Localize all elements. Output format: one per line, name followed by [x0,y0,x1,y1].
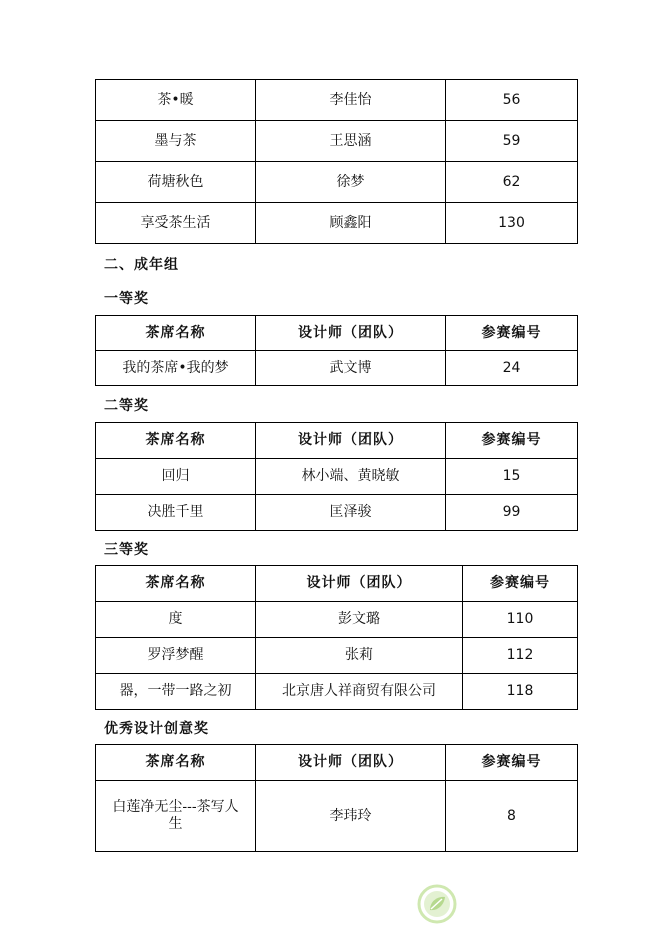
first-prize-table [95,315,578,386]
table-header-row [96,423,578,459]
designer-cell: 彭文璐 [256,602,463,638]
designer-cell: 徐梦 [256,162,446,203]
column-header: 参赛编号 [446,745,578,781]
entry-number-cell: 59 [446,121,578,162]
tea-name-cell: 茶•暖 [96,80,256,121]
entry-number-cell: 110 [463,602,578,638]
column-header: 茶席名称 [96,423,256,459]
entry-number-cell: 62 [446,162,578,203]
entry-number-cell: 24 [446,351,578,386]
designer-cell: 张莉 [256,638,463,674]
column-header: 设计师（团队） [256,566,463,602]
third-prize-heading: 三等奖 [104,542,149,558]
entry-number-cell: 8 [446,781,578,852]
entry-number-cell: 15 [446,459,578,495]
top-results-table [95,79,578,244]
tea-name-cell: 荷塘秋色 [96,162,256,203]
first-prize-heading: 一等奖 [104,291,149,307]
column-header: 茶席名称 [96,745,256,781]
table-row [96,638,578,674]
column-header: 茶席名称 [96,316,256,351]
tea-name-cell: 回归 [96,459,256,495]
column-header: 参赛编号 [446,423,578,459]
second-prize-heading: 二等奖 [104,398,149,414]
entry-number-cell: 56 [446,80,578,121]
designer-cell: 李佳怡 [256,80,446,121]
tea-name-cell: 我的茶席•我的梦 [96,351,256,386]
tea-name-cell: 决胜千里 [96,495,256,531]
designer-cell: 顾鑫阳 [256,203,446,244]
designer-cell: 武文博 [256,351,446,386]
table-row [96,674,578,710]
designer-cell: 北京唐人祥商贸有限公司 [256,674,463,710]
entry-number-cell: 130 [446,203,578,244]
column-header: 茶席名称 [96,566,256,602]
adult-group-heading: 二、成年组 [104,257,179,273]
table-row [96,602,578,638]
designer-cell: 王思涵 [256,121,446,162]
table-header-row [96,745,578,781]
table-row [96,162,578,203]
tea-name-cell: 度 [96,602,256,638]
column-header: 设计师（团队） [256,423,446,459]
tea-name-cell: 白莲净无尘---茶写人生 [96,781,256,852]
designer-cell: 李玮玲 [256,781,446,852]
table-row [96,459,578,495]
table-row [96,121,578,162]
entry-number-cell: 99 [446,495,578,531]
table-row [96,781,578,852]
designer-cell: 匡泽骏 [256,495,446,531]
third-prize-table [95,565,578,710]
table-row [96,495,578,531]
table-row [96,351,578,386]
tea-name-cell: 罗浮梦醒 [96,638,256,674]
table-header-row [96,566,578,602]
table-row [96,80,578,121]
creative-award-heading: 优秀设计创意奖 [104,721,209,737]
table-row [96,203,578,244]
creative-award-table [95,744,578,852]
entry-number-cell: 112 [463,638,578,674]
column-header: 设计师（团队） [256,745,446,781]
second-prize-table [95,422,578,531]
tea-name-cell: 享受茶生活 [96,203,256,244]
tea-name-cell: 墨与茶 [96,121,256,162]
column-header: 设计师（团队） [256,316,446,351]
column-header: 参赛编号 [446,316,578,351]
entry-number-cell: 118 [463,674,578,710]
designer-cell: 林小端、黄晓敏 [256,459,446,495]
table-header-row [96,316,578,351]
column-header: 参赛编号 [463,566,578,602]
leaf-logo-icon [417,884,457,924]
tea-name-cell: 器，一带一路之初 [96,674,256,710]
